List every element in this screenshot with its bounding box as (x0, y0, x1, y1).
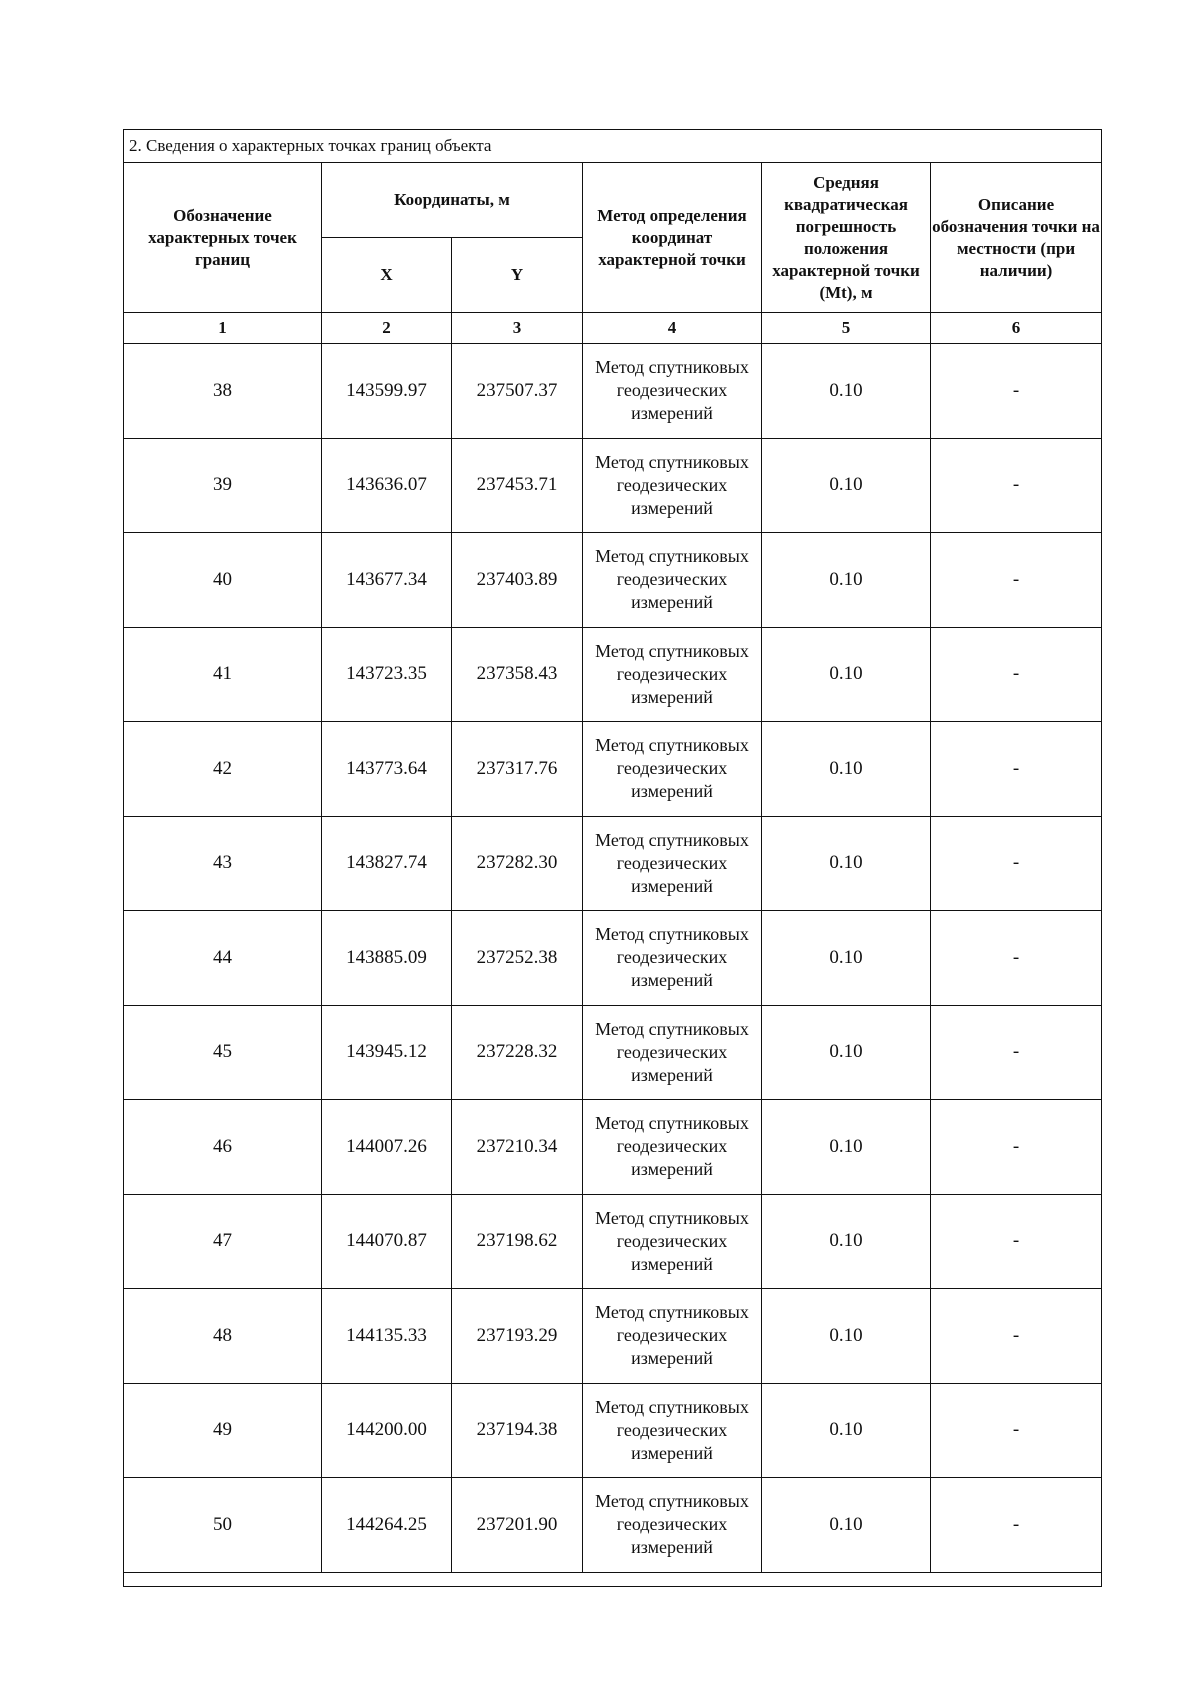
point-number-cell: 40 (124, 533, 322, 628)
point-number-cell: 41 (124, 627, 322, 722)
method-cell: Метод спутниковых геодезических измерений (583, 722, 762, 817)
section-title: 2. Сведения о характерных точках границ объекта (124, 130, 1102, 163)
header-point-designation: Обозначение характерных точек границ (124, 163, 322, 313)
y-coordinate-cell: 237228.32 (452, 1005, 583, 1100)
table-row (124, 911, 1102, 1006)
mean-error-cell: 0.10 (762, 1383, 931, 1478)
y-coordinate-cell: 237403.89 (452, 533, 583, 628)
method-cell: Метод спутниковых геодезических измерений (583, 1005, 762, 1100)
description-cell: - (931, 438, 1102, 533)
header-x: X (322, 238, 452, 313)
mean-error-cell: 0.10 (762, 1005, 931, 1100)
description-cell: - (931, 533, 1102, 628)
table-row (124, 722, 1102, 817)
method-cell: Метод спутниковых геодезических измерений (583, 1289, 762, 1384)
table-row (124, 533, 1102, 628)
table-row (124, 344, 1102, 439)
x-coordinate-cell: 143636.07 (322, 438, 452, 533)
table-row (124, 1005, 1102, 1100)
mean-error-cell: 0.10 (762, 344, 931, 439)
x-coordinate-cell: 144264.25 (322, 1478, 452, 1573)
description-cell: - (931, 1289, 1102, 1384)
table-row (124, 1478, 1102, 1573)
column-number: 3 (452, 313, 583, 344)
y-coordinate-cell: 237198.62 (452, 1194, 583, 1289)
method-cell: Метод спутниковых геодезических измерений (583, 1478, 762, 1573)
description-cell: - (931, 1194, 1102, 1289)
mean-error-cell: 0.10 (762, 1194, 931, 1289)
table-row (124, 1289, 1102, 1384)
column-number: 6 (931, 313, 1102, 344)
y-coordinate-cell: 237252.38 (452, 911, 583, 1006)
mean-error-cell: 0.10 (762, 627, 931, 722)
point-number-cell: 47 (124, 1194, 322, 1289)
x-coordinate-cell: 143827.74 (322, 816, 452, 911)
header-y: Y (452, 238, 583, 313)
mean-error-cell: 0.10 (762, 1289, 931, 1384)
y-coordinate-cell: 237210.34 (452, 1100, 583, 1195)
header-mean-error: Средняя квадратическая погрешность положения характерной точки (Mt), м (762, 163, 931, 313)
table-row (124, 627, 1102, 722)
method-cell: Метод спутниковых геодезических измерений (583, 1194, 762, 1289)
mean-error-cell: 0.10 (762, 816, 931, 911)
mean-error-cell: 0.10 (762, 1478, 931, 1573)
point-number-cell: 46 (124, 1100, 322, 1195)
method-cell: Метод спутниковых геодезических измерений (583, 627, 762, 722)
point-number-cell: 39 (124, 438, 322, 533)
x-coordinate-cell: 143677.34 (322, 533, 452, 628)
y-coordinate-cell: 237453.71 (452, 438, 583, 533)
method-cell: Метод спутниковых геодезических измерений (583, 1100, 762, 1195)
y-coordinate-cell: 237193.29 (452, 1289, 583, 1384)
point-number-cell: 50 (124, 1478, 322, 1573)
x-coordinate-cell: 143885.09 (322, 911, 452, 1006)
point-number-cell: 45 (124, 1005, 322, 1100)
description-cell: - (931, 1005, 1102, 1100)
y-coordinate-cell: 237201.90 (452, 1478, 583, 1573)
x-coordinate-cell: 144200.00 (322, 1383, 452, 1478)
header-coordinates: Координаты, м (322, 163, 583, 238)
x-coordinate-cell: 143773.64 (322, 722, 452, 817)
description-cell: - (931, 627, 1102, 722)
description-cell: - (931, 911, 1102, 1006)
mean-error-cell: 0.10 (762, 533, 931, 628)
method-cell: Метод спутниковых геодезических измерений (583, 533, 762, 628)
description-cell: - (931, 722, 1102, 817)
x-coordinate-cell: 143599.97 (322, 344, 452, 439)
table-row (124, 438, 1102, 533)
description-cell: - (931, 816, 1102, 911)
method-cell: Метод спутниковых геодезических измерений (583, 438, 762, 533)
header-method: Метод определения координат характерной точки (583, 163, 762, 313)
description-cell: - (931, 1100, 1102, 1195)
y-coordinate-cell: 237282.30 (452, 816, 583, 911)
column-number: 1 (124, 313, 322, 344)
boundary-points-table (123, 129, 1102, 1587)
table-row (124, 816, 1102, 911)
table-row (124, 1383, 1102, 1478)
x-coordinate-cell: 143723.35 (322, 627, 452, 722)
description-cell: - (931, 1383, 1102, 1478)
table-row (124, 1100, 1102, 1195)
method-cell: Метод спутниковых геодезических измерений (583, 816, 762, 911)
mean-error-cell: 0.10 (762, 438, 931, 533)
point-number-cell: 43 (124, 816, 322, 911)
method-cell: Метод спутниковых геодезических измерений (583, 344, 762, 439)
y-coordinate-cell: 237317.76 (452, 722, 583, 817)
column-number: 4 (583, 313, 762, 344)
y-coordinate-cell: 237194.38 (452, 1383, 583, 1478)
description-cell: - (931, 344, 1102, 439)
table-row (124, 1194, 1102, 1289)
mean-error-cell: 0.10 (762, 1100, 931, 1195)
point-number-cell: 38 (124, 344, 322, 439)
point-number-cell: 44 (124, 911, 322, 1006)
point-number-cell: 49 (124, 1383, 322, 1478)
point-number-cell: 48 (124, 1289, 322, 1384)
x-coordinate-cell: 143945.12 (322, 1005, 452, 1100)
point-number-cell: 42 (124, 722, 322, 817)
document-page (123, 129, 1101, 1587)
column-number: 2 (322, 313, 452, 344)
description-cell: - (931, 1478, 1102, 1573)
mean-error-cell: 0.10 (762, 911, 931, 1006)
x-coordinate-cell: 144135.33 (322, 1289, 452, 1384)
x-coordinate-cell: 144070.87 (322, 1194, 452, 1289)
column-number: 5 (762, 313, 931, 344)
y-coordinate-cell: 237507.37 (452, 344, 583, 439)
method-cell: Метод спутниковых геодезических измерений (583, 911, 762, 1006)
header-description: Описание обозначения точки на местности (при наличии) (931, 163, 1102, 313)
table-footer-row (124, 1572, 1102, 1586)
y-coordinate-cell: 237358.43 (452, 627, 583, 722)
x-coordinate-cell: 144007.26 (322, 1100, 452, 1195)
mean-error-cell: 0.10 (762, 722, 931, 817)
method-cell: Метод спутниковых геодезических измерений (583, 1383, 762, 1478)
